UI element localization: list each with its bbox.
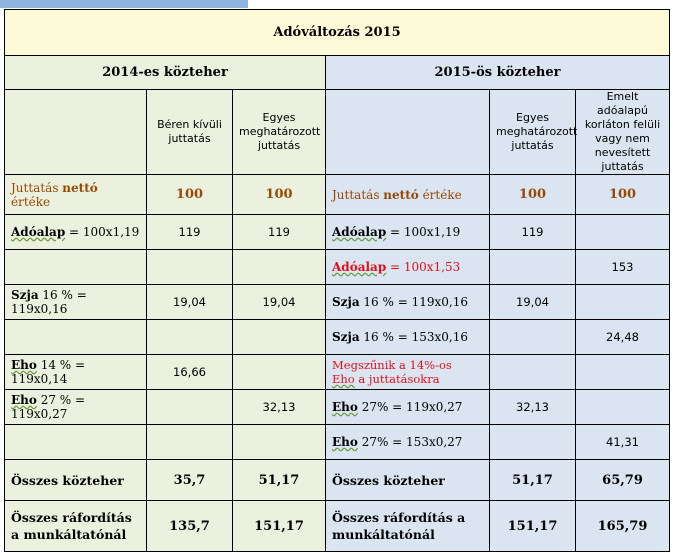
cell-netto-egyes-2015: 100: [490, 175, 576, 215]
empty-cell: [233, 250, 326, 285]
empty-header-cell: [5, 90, 147, 175]
col-header-beren-kivuli: Béren kívüli juttatás: [147, 90, 233, 175]
column-header-row: [5, 90, 670, 175]
row-label-adoalap-2014: Adóalap = 100x1,19: [5, 215, 147, 250]
title-row: [5, 10, 670, 56]
row-label-adoalap-2015: Adóalap = 100x1,19: [326, 215, 490, 250]
row-label-netto-2015: Juttatás nettó értéke: [326, 175, 490, 215]
row-label-szja-2014: Szja 16 % = 119x0,16: [5, 285, 147, 320]
tax-comparison-table: [4, 9, 670, 552]
cell-eho27b-emelt: 41,31: [576, 425, 670, 460]
empty-cell: [5, 425, 147, 460]
cell-netto-emelt: 100: [576, 175, 670, 215]
section-2015-header: 2015-ös közteher: [326, 56, 670, 90]
row-label-eho27-2015: Eho 27% = 119x0,27: [326, 390, 490, 425]
cell-eho27-egyes-2014: 32,13: [233, 390, 326, 425]
window-top-bar: [0, 0, 248, 8]
empty-cell: [147, 250, 233, 285]
cell-eho14-egyes-2014: [233, 355, 326, 390]
note-eho14-abolished: Megszűnik a 14%-os Eho a juttatásokra: [326, 355, 490, 390]
row-label-szja2-2015: Szja 16 % = 153x0,16: [326, 320, 490, 355]
section-header-row: [5, 56, 670, 90]
cell-szja-egyes-2015: 19,04: [490, 285, 576, 320]
row-label-raforditas-2014: Összes ráfordítás a munkáltatónál: [5, 501, 147, 552]
row-label-eho14-2014: Eho 14 % = 119x0,14: [5, 355, 147, 390]
row-label-netto-2014: Juttatás nettó értéke: [5, 175, 147, 215]
cell-adoalap-egyes-2014: 119: [233, 215, 326, 250]
cell-raforditas-egyes-2014: 151,17: [233, 501, 326, 552]
empty-cell: [233, 320, 326, 355]
cell-adoalap-egyes-2015: 119: [490, 215, 576, 250]
table-title: Adóváltozás 2015: [5, 10, 670, 56]
row-label-eho27b-2015: Eho 27% = 153x0,27: [326, 425, 490, 460]
cell-netto-egyes-2014: 100: [233, 175, 326, 215]
empty-cell: [5, 250, 147, 285]
table-row: [5, 320, 670, 355]
table-row: [5, 355, 670, 390]
table-row: [5, 501, 670, 552]
section-2014-header: 2014-es közteher: [5, 56, 326, 90]
cell-szja2-emelt: 24,48: [576, 320, 670, 355]
table-row: [5, 250, 670, 285]
empty-cell: [147, 425, 233, 460]
empty-cell: [490, 425, 576, 460]
table-row: [5, 390, 670, 425]
table-row: [5, 285, 670, 320]
empty-cell: [490, 250, 576, 285]
table-row: [5, 215, 670, 250]
row-label-osszes-2015: Összes közteher: [326, 460, 490, 501]
cell-raforditas-beren: 135,7: [147, 501, 233, 552]
cell-szja-egyes-2014: 19,04: [233, 285, 326, 320]
cell-eho27-beren: [147, 390, 233, 425]
table-row: [5, 425, 670, 460]
cell-adoalap2-emelt: 153: [576, 250, 670, 285]
cell-osszes-emelt: 65,79: [576, 460, 670, 501]
row-label-raforditas-2015: Összes ráfordítás a munkáltatónál: [326, 501, 490, 552]
empty-cell: [490, 355, 576, 390]
table-row: [5, 460, 670, 501]
cell-raforditas-egyes-2015: 151,17: [490, 501, 576, 552]
cell-netto-beren: 100: [147, 175, 233, 215]
row-label-eho27-2014: Eho 27 % = 119x0,27: [5, 390, 147, 425]
row-label-adoalap2-2015: Adóalap = 100x1,53: [326, 250, 490, 285]
row-label-osszes-2014: Összes közteher: [5, 460, 147, 501]
cell-adoalap-beren: 119: [147, 215, 233, 250]
col-header-egyes-2014: Egyes meghatározott juttatás: [233, 90, 326, 175]
cell-szja-beren: 19,04: [147, 285, 233, 320]
empty-cell: [147, 320, 233, 355]
cell-osszes-egyes-2014: 51,17: [233, 460, 326, 501]
empty-cell: [576, 355, 670, 390]
empty-cell: [5, 320, 147, 355]
table-row: [5, 175, 670, 215]
cell-eho14-beren: 16,66: [147, 355, 233, 390]
empty-header-cell: [326, 90, 490, 175]
row-label-szja-2015: Szja 16 % = 119x0,16: [326, 285, 490, 320]
empty-cell: [233, 425, 326, 460]
cell-eho27-egyes-2015: 32,13: [490, 390, 576, 425]
cell-osszes-egyes-2015: 51,17: [490, 460, 576, 501]
cell-szja-emelt: [576, 285, 670, 320]
cell-osszes-beren: 35,7: [147, 460, 233, 501]
col-header-egyes-2015: Egyes meghatározott juttatás: [490, 90, 576, 175]
col-header-emelt-adoalapu: Emelt adóalapú korláton felüli vagy nem nevesített juttatás: [576, 90, 670, 175]
cell-raforditas-emelt: 165,79: [576, 501, 670, 552]
cell-adoalap-emelt: [576, 215, 670, 250]
cell-eho27-emelt: [576, 390, 670, 425]
empty-cell: [490, 320, 576, 355]
